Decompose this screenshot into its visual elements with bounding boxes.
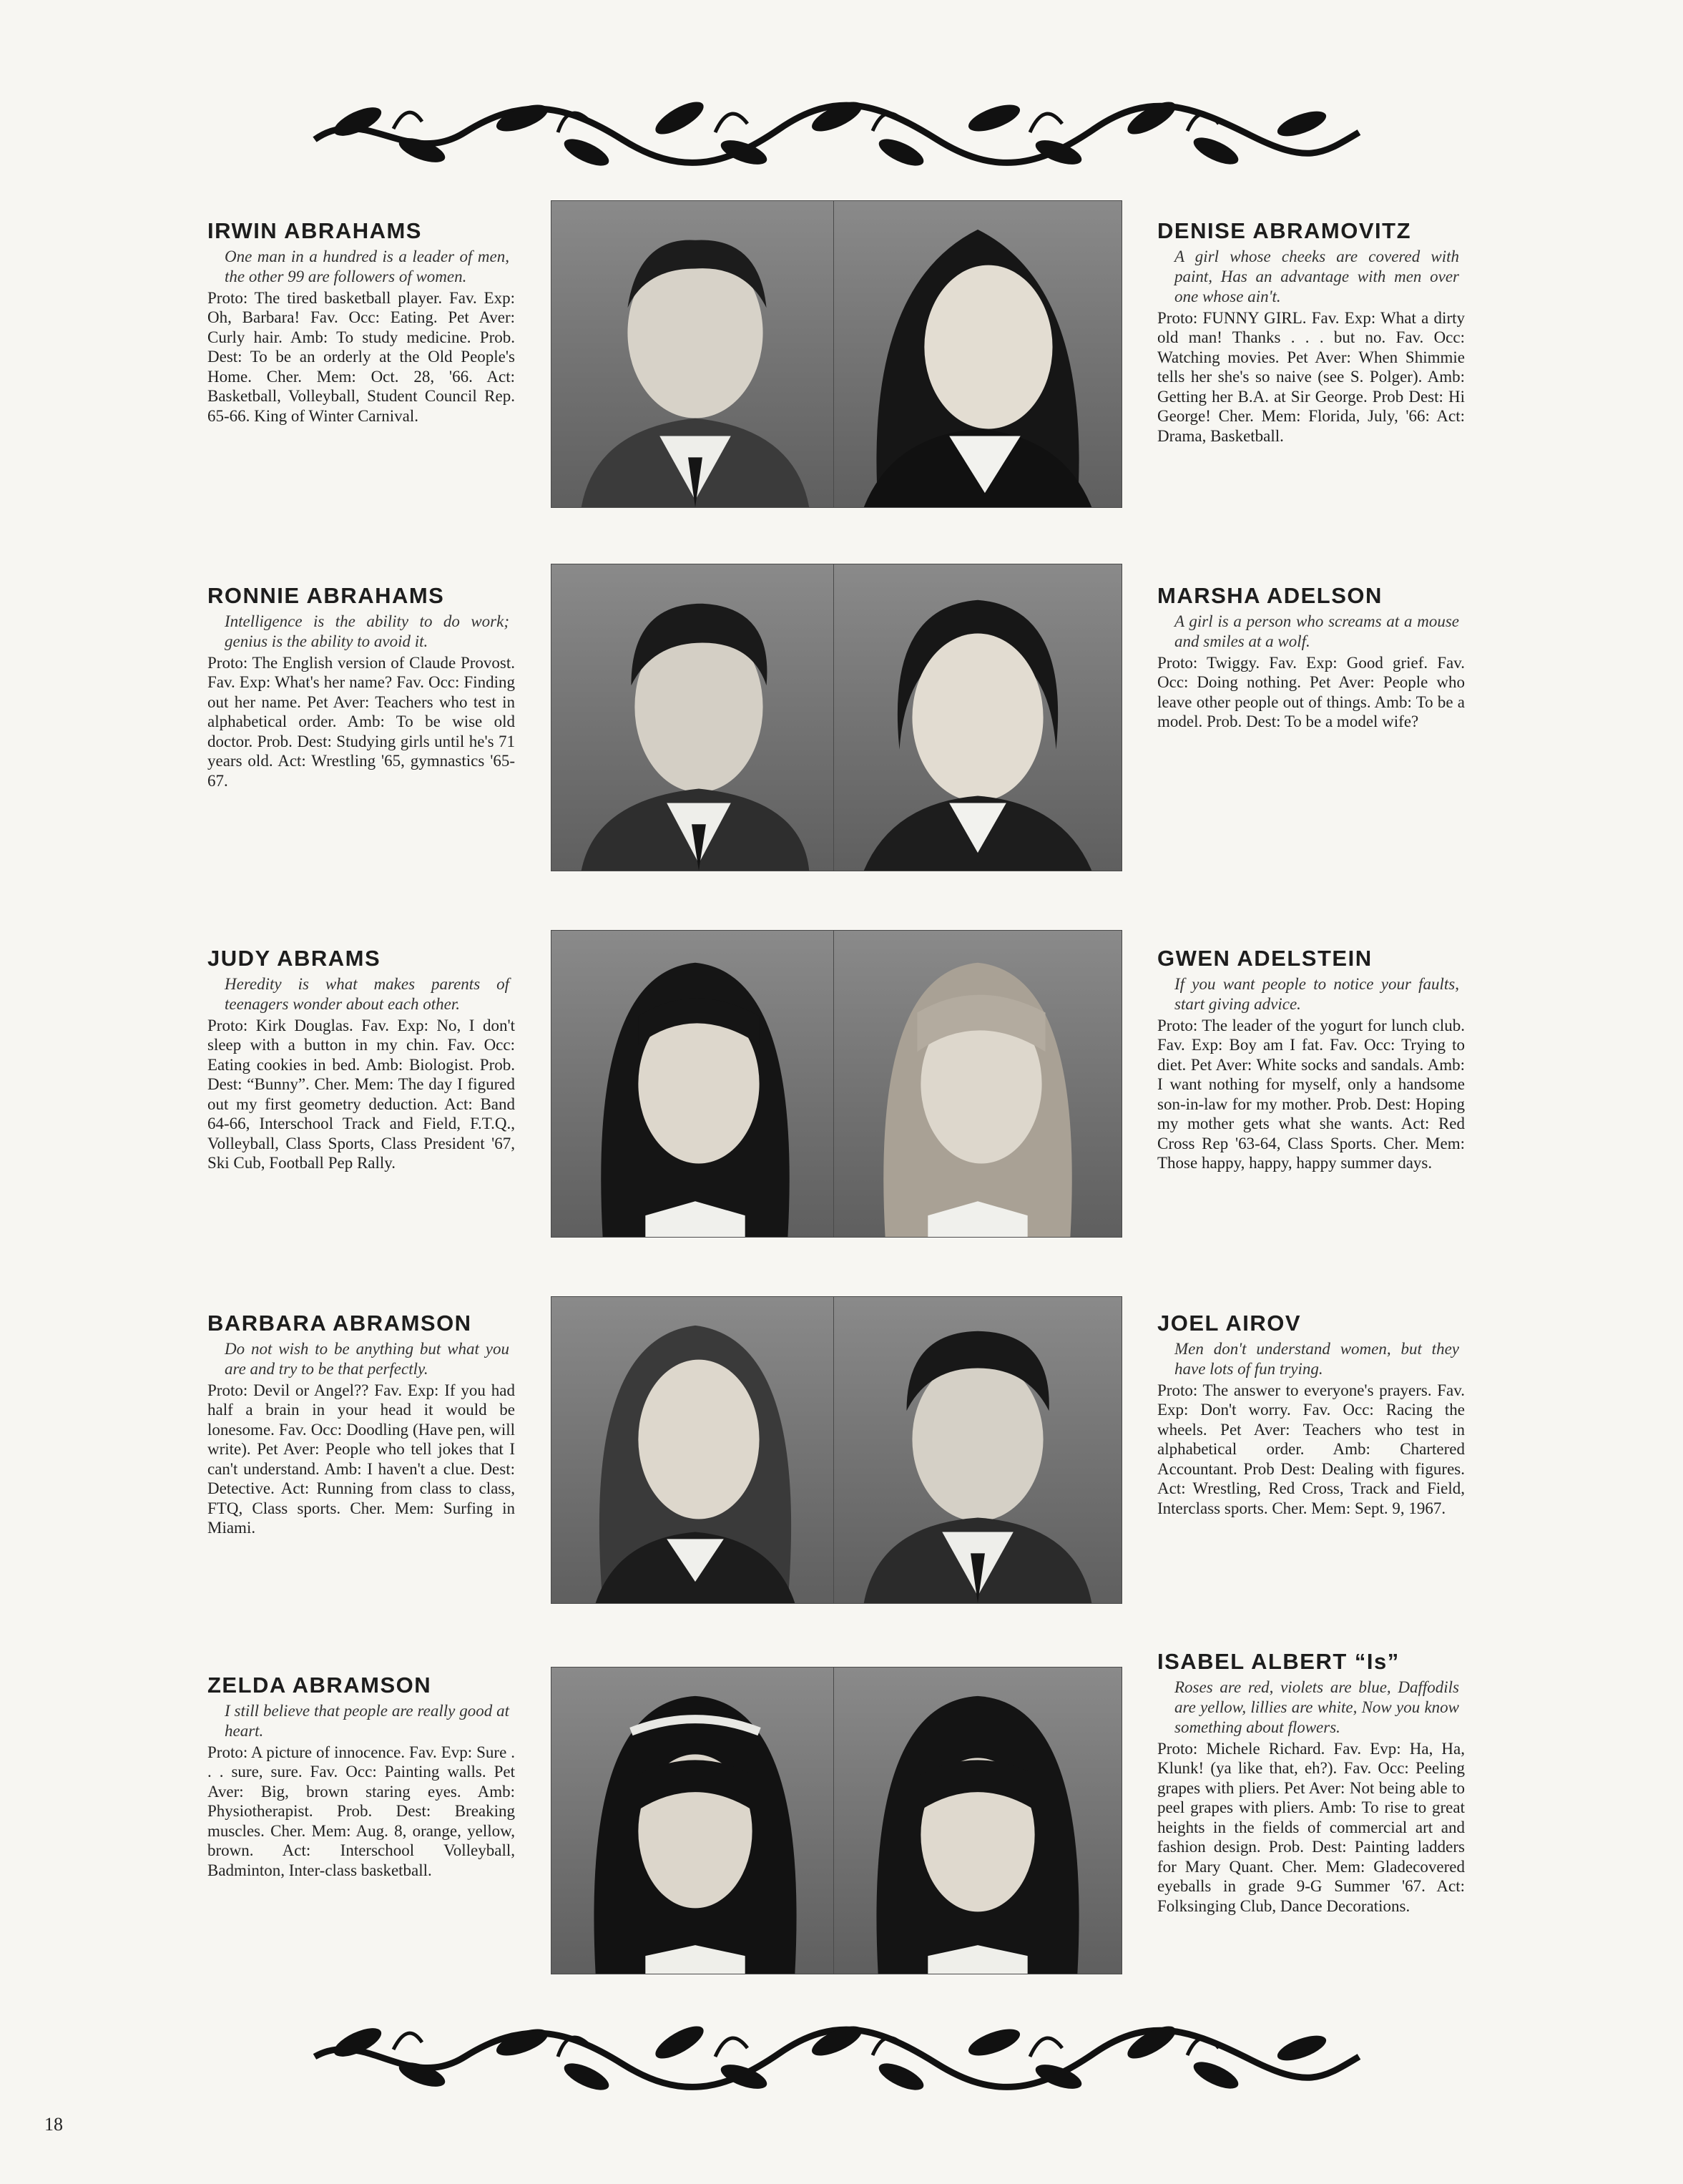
student-quote: Roses are red, violets are blue, Daffodils are yellow, lillies are white, Now you know something about flowers. [1174, 1678, 1459, 1736]
student-name: DENISE ABRAMOVITZ [1157, 218, 1412, 243]
student-entry-ronnie-abrahams [207, 583, 515, 790]
student-bio: Proto: Michele Richard. Fav. Evp: Ha, Ha, Klunk! (ya like that, eh?). Fav. Occ: Peeling grapes with pliers. Pet Aver: Not being able to peel grapes with pliers. Amb: To rise to great heights in the fields of commercial art and fashion design. Prob. Dest: Painting ladders for Mary Quant. Cher. Mem: Gladecovered eyeballs in grade 9-G Summer '67. Act: Folksinging Club, Dance Decorations. [1157, 1739, 1465, 1915]
portrait-photo-barbara-abramson [551, 1296, 840, 1604]
portrait-photo-denise-abramovitz [833, 200, 1122, 508]
student-bio: Proto: The leader of the yogurt for lunch club. Fav. Exp: Boy am I fat. Fav. Occ: Trying to diet. Pet Aver: White socks and sandals. Amb: I want nothing for myself, only a handsome son-in-law for my mother. Prob. Dest: Hoping my mother gets what she wants. Act: Red Cross Rep '63-64, Class Sports. Cher. Mem: Those happy, happy, happy summer days. [1157, 1016, 1465, 1172]
student-name: IRWIN ABRAHAMS [207, 218, 422, 243]
portrait-photo-judy-abrams [551, 930, 840, 1238]
portrait-photo-isabel-albert [833, 1667, 1122, 1974]
student-bio: Proto: Twiggy. Fav. Exp: Good grief. Fav. Occ: Doing nothing. Pet Aver: People who leave other people out of things. Amb: To be a model. Prob. Dest: To be a model wife? [1157, 653, 1465, 731]
student-entry-zelda-abramson [207, 1673, 515, 1880]
student-name: ISABEL ALBERT “Is” [1157, 1649, 1400, 1674]
student-name: MARSHA ADELSON [1157, 583, 1383, 608]
student-name: BARBARA ABRAMSON [207, 1311, 472, 1336]
student-quote: I still believe that people are really good at heart. [225, 1701, 509, 1740]
student-entry-marsha-adelson [1157, 583, 1465, 732]
portrait-photo-ronnie-abrahams [551, 564, 840, 871]
student-quote: One man in a hundred is a leader of men, the other 99 are followers of women. [225, 247, 509, 285]
portrait-photo-gwen-adelstein [833, 930, 1122, 1238]
student-bio: Proto: FUNNY GIRL. Fav. Exp: What a dirty old man! Thanks . . . but no. Fav. Occ: Watching movies. Pet Aver: When Shimmie tells her she's so naive (see S. Polger). Amb: Getting her B.A. at Sir George. Prob Dest: Hi George! Cher. Mem: Florida, July, '66: Act: Drama, Basketball. [1157, 308, 1465, 445]
student-entry-denise-abramovitz [1157, 218, 1465, 446]
student-entry-joel-airov [1157, 1311, 1465, 1518]
student-name: GWEN ADELSTEIN [1157, 946, 1373, 971]
student-quote: A girl is a person who screams at a mouse and smiles at a wolf. [1174, 612, 1459, 650]
top-vine-ornament [308, 89, 1366, 175]
student-quote: Intelligence is the ability to do work; genius is the ability to avoid it. [225, 612, 509, 650]
student-bio: Proto: A picture of innocence. Fav. Evp: Sure . . . sure, sure. Fav. Occ: Painting walls. Pet Aver: Big, brown staring eyes. Amb: Physiotherapist. Prob. Dest: Breaking muscles. Cher. Mem: Aug. 8, orange, yellow, brown. Act: Interschool Volleyball, Badminton, Inter-class basketball. [207, 1743, 515, 1879]
portrait-photo-irwin-abrahams [551, 200, 840, 508]
student-entry-gwen-adelstein [1157, 946, 1465, 1173]
portrait-photo-marsha-adelson [833, 564, 1122, 871]
portrait-photo-joel-airov [833, 1296, 1122, 1604]
student-bio: Proto: Devil or Angel?? Fav. Exp: If you had half a brain in your head it would be lonesome. Fav. Occ: Doodling (Have pen, will write). Pet Aver: People who tell jokes that I can't understand. Amb: I haven't a clue. Dest: Detective. Act: Running from class to class, FTQ, Class sports. Cher. Mem: Surfing in Miami. [207, 1381, 515, 1537]
student-quote: Do not wish to be anything but what you are and try to be that perfectly. [225, 1339, 509, 1378]
student-quote: If you want people to notice your faults, start giving advice. [1174, 974, 1459, 1013]
student-entry-irwin-abrahams [207, 218, 515, 426]
student-name: RONNIE ABRAHAMS [207, 583, 445, 608]
bottom-vine-ornament [308, 2014, 1366, 2100]
student-quote: A girl whose cheeks are covered with paint, Has an advantage with men over one whose ain't. [1174, 247, 1459, 305]
student-bio: Proto: The English version of Claude Provost. Fav. Exp: What's her name? Fav. Occ: Finding out her name. Pet Aver: Teachers who test in alphabetical order. Amb: To be wise old doctor. Prob. Dest: Studying girls until he's 71 years old. Act: Wrestling '65, gymnastics '65-67. [207, 653, 515, 790]
student-bio: Proto: The answer to everyone's prayers. Fav. Exp: Don't worry. Fav. Occ: Racing the wheels. Pet Aver: Teachers who test in alphabetical order. Amb: Chartered Accountant. Prob Dest: Dealing with figures. Act: Wrestling, Red Cross, Track and Field, Interclass sports. Cher. Mem: Sept. 9, 1967. [1157, 1381, 1465, 1517]
student-name: JUDY ABRAMS [207, 946, 381, 971]
page-number: 18 [44, 2114, 63, 2135]
portrait-photo-zelda-abramson [551, 1667, 840, 1974]
student-quote: Heredity is what makes parents of teenagers wonder about each other. [225, 974, 509, 1013]
student-name: ZELDA ABRAMSON [207, 1673, 432, 1698]
student-bio: Proto: Kirk Douglas. Fav. Exp: No, I don't sleep with a button in my chin. Fav. Occ: Eating cookies in bed. Amb: Biologist. Prob. Dest: “Bunny”. Cher. Mem: The day I figured out my first geometry deduction. Act: Band 64-66, Interschool Track and Field, F.T.Q., Volleyball, Class Sports, Class President '67, Ski Cub, Football Pep Rally. [207, 1016, 515, 1172]
student-quote: Men don't understand women, but they have lots of fun trying. [1174, 1339, 1459, 1378]
student-name: JOEL AIROV [1157, 1311, 1302, 1336]
student-bio: Proto: The tired basketball player. Fav. Exp: Oh, Barbara! Fav. Occ: Eating. Pet Aver: Curly hair. Amb: To study medicine. Prob. Dest: To be an orderly at the Old People's Home. Cher. Mem: Oct. 28, '66. Act: Basketball, Volleyball, Student Council Rep. 65-66. King of Winter Carnival. [207, 288, 515, 425]
student-entry-isabel-albert [1157, 1649, 1465, 1916]
student-entry-judy-abrams [207, 946, 515, 1173]
student-entry-barbara-abramson [207, 1311, 515, 1538]
